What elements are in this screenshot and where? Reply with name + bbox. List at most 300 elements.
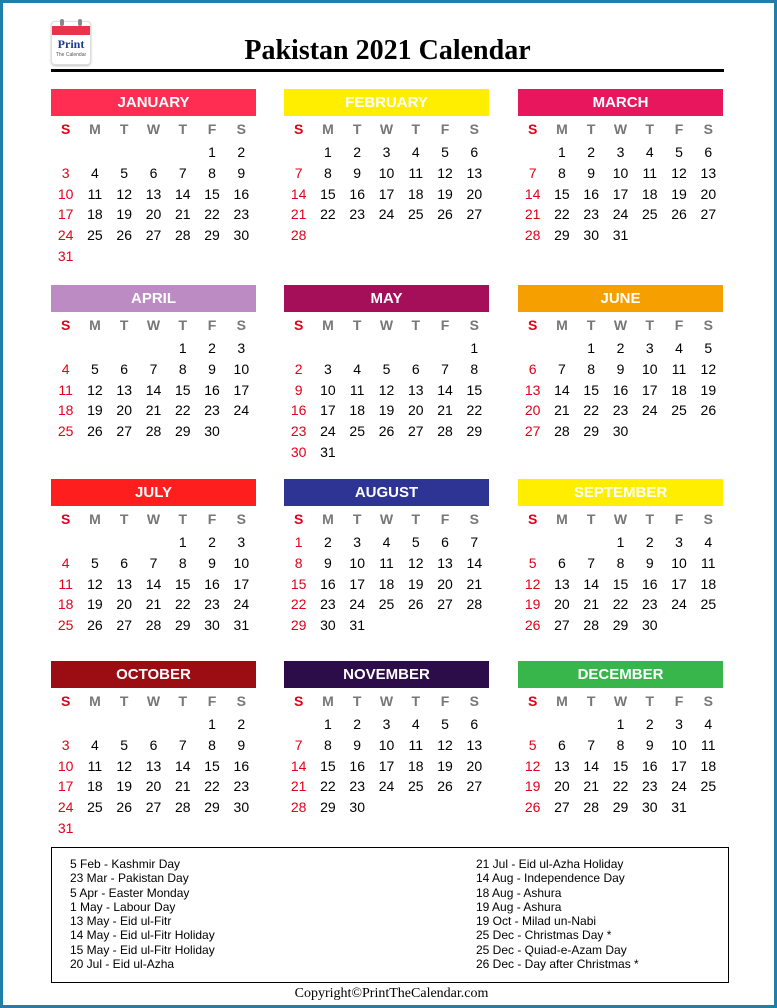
day-cell: 5	[704, 340, 713, 357]
day-cell: 20	[554, 778, 570, 795]
month-april	[51, 285, 256, 441]
weekday-label: S	[293, 693, 304, 709]
day-cell: 13	[700, 165, 717, 182]
week-row	[284, 615, 489, 636]
day-cell: 6	[470, 716, 479, 733]
holiday-item: 25 Dec - Quiad-e-Azam Day	[476, 942, 627, 957]
day-cell: 10	[57, 757, 74, 774]
week-row	[518, 553, 723, 574]
weekday-label: T	[352, 317, 362, 333]
day-cell: 26	[671, 206, 687, 223]
day-cell: 16	[641, 757, 658, 774]
day-cell: 19	[407, 575, 424, 592]
weekday-label: T	[119, 121, 129, 137]
day-cell: 7	[178, 165, 187, 182]
day-cell: 1	[616, 716, 625, 733]
day-cell: 17	[671, 575, 687, 592]
weekday-label: T	[411, 511, 421, 527]
day-cell: 24	[320, 423, 336, 440]
day-cell: 25	[87, 227, 103, 244]
day-cell: 10	[378, 737, 395, 754]
day-cell: 31	[233, 617, 250, 634]
holiday-item: 21 Jul - Eid ul-Azha Holiday	[476, 857, 624, 871]
copyright-text[interactable]: Copyright©PrintTheCalendar.com	[294, 986, 489, 1001]
month-header: APRIL	[51, 285, 256, 312]
day-cell: 31	[671, 799, 687, 816]
day-cell: 9	[237, 737, 246, 754]
day-cell: 13	[116, 381, 132, 398]
day-cell: 12	[87, 575, 103, 592]
weekday-label: T	[411, 693, 421, 709]
day-cell: 1	[558, 144, 566, 161]
weekday-label: T	[352, 693, 362, 709]
day-cell: 9	[645, 737, 654, 754]
weekday-label: T	[645, 511, 655, 527]
day-cell: 25	[700, 596, 717, 613]
day-cell: 10	[641, 361, 658, 378]
month-header: JUNE	[518, 285, 723, 312]
day-cell: 23	[641, 778, 658, 795]
week-row	[51, 359, 256, 380]
calendar-ring-icon	[78, 19, 82, 26]
day-cell: 11	[671, 361, 687, 378]
day-cell: 18	[407, 185, 424, 202]
day-cell: 26	[700, 402, 717, 419]
week-row	[51, 714, 256, 735]
weekday-label: T	[586, 317, 596, 333]
week-row	[51, 615, 256, 636]
day-cell: 18	[407, 757, 424, 774]
week-row	[284, 183, 489, 204]
day-cell: 1	[324, 716, 332, 733]
week-row	[284, 532, 489, 553]
day-cell: 14	[290, 757, 307, 774]
day-cell: 21	[437, 402, 453, 419]
week-row	[51, 338, 256, 359]
day-cell: 17	[641, 381, 658, 398]
week-row	[518, 359, 723, 380]
day-cell: 5	[91, 555, 99, 572]
day-cell: 14	[583, 575, 599, 592]
day-cell: 25	[407, 778, 424, 795]
day-cell: 30	[233, 799, 250, 816]
day-cell: 29	[612, 799, 629, 816]
day-cell: 16	[233, 185, 250, 202]
day-cell: 23	[349, 778, 365, 795]
month-january	[51, 89, 256, 266]
day-cell: 1	[470, 340, 479, 357]
day-cell: 22	[174, 402, 191, 419]
day-cell: 9	[294, 381, 303, 398]
day-cell: 27	[116, 423, 132, 440]
day-cell: 22	[320, 206, 336, 223]
day-cell: 18	[700, 575, 717, 592]
day-cell: 20	[116, 596, 132, 613]
day-cell: 1	[616, 534, 625, 551]
weekday-label: T	[645, 693, 655, 709]
day-cell: 15	[204, 185, 220, 202]
day-cell: 17	[57, 778, 74, 795]
day-cell: 20	[466, 757, 483, 774]
day-cell: 23	[290, 423, 307, 440]
weekday-label: T	[586, 693, 596, 709]
day-cell: 11	[701, 555, 716, 572]
week-row	[284, 204, 489, 225]
day-cell: 26	[116, 227, 132, 244]
day-cell: 28	[145, 423, 162, 440]
week-row	[284, 338, 489, 359]
day-cell: 18	[349, 402, 365, 419]
weekday-label: S	[293, 121, 304, 137]
weekday-label: S	[60, 693, 71, 709]
day-cell: 28	[437, 423, 453, 440]
weekday-label: M	[89, 511, 101, 527]
week-row	[284, 553, 489, 574]
holiday-item: 18 Aug - Ashura	[476, 885, 562, 900]
day-cell: 29	[174, 423, 191, 440]
day-cell: 19	[524, 778, 541, 795]
day-cell: 18	[700, 757, 717, 774]
day-cell: 31	[612, 227, 629, 244]
week-row	[284, 379, 489, 400]
week-row	[51, 204, 256, 225]
day-cell: 10	[57, 185, 74, 202]
weekday-label: S	[469, 511, 479, 527]
weekday-header-row	[284, 312, 489, 338]
holiday-item: 19 Aug - Ashura	[476, 899, 562, 914]
weekday-header-row	[518, 506, 723, 532]
day-cell: 8	[208, 165, 216, 182]
day-cell: 5	[91, 361, 99, 378]
weekday-label: T	[586, 511, 596, 527]
day-cell: 30	[641, 799, 658, 816]
day-cell: 19	[116, 206, 132, 223]
day-cell: 25	[57, 423, 74, 440]
day-cell: 2	[208, 340, 216, 357]
day-cell: 26	[407, 596, 424, 613]
day-cell: 29	[554, 227, 570, 244]
day-cell: 6	[558, 737, 566, 754]
day-cell: 30	[290, 443, 307, 460]
day-cell: 23	[641, 596, 658, 613]
week-row	[518, 421, 723, 442]
weekday-label: S	[236, 511, 246, 527]
day-cell: 26	[378, 423, 395, 440]
day-cell: 23	[233, 778, 250, 795]
weekday-label: W	[146, 317, 161, 333]
day-cell: 3	[645, 340, 654, 357]
day-cell: 16	[612, 381, 629, 398]
week-row	[51, 163, 256, 184]
month-header: AUGUST	[284, 479, 489, 506]
weekday-label: S	[293, 511, 304, 527]
month-may	[284, 285, 489, 462]
day-cell: 10	[233, 361, 250, 378]
weekday-label: F	[440, 121, 450, 137]
day-cell: 21	[290, 778, 307, 795]
weekday-label: T	[119, 317, 129, 333]
weekday-header-row	[284, 116, 489, 142]
day-cell: 3	[382, 144, 391, 161]
day-cell: 23	[204, 596, 220, 613]
day-cell: 25	[700, 778, 717, 795]
day-cell: 7	[528, 165, 537, 182]
day-cell: 25	[671, 402, 687, 419]
week-row	[518, 594, 723, 615]
holiday-item: 5 Feb - Kashmir Day	[70, 857, 181, 871]
day-cell: 15	[554, 185, 570, 202]
day-cell: 22	[466, 402, 483, 419]
day-cell: 12	[116, 757, 132, 774]
day-cell: 2	[645, 716, 654, 733]
day-cell: 10	[612, 165, 629, 182]
day-cell: 18	[87, 206, 103, 223]
day-cell: 20	[554, 596, 570, 613]
day-cell: 25	[57, 617, 74, 634]
day-cell: 11	[408, 737, 424, 754]
day-cell: 24	[671, 596, 687, 613]
day-cell: 6	[441, 534, 449, 551]
day-cell: 12	[437, 737, 453, 754]
day-cell: 11	[349, 381, 365, 398]
day-cell: 13	[524, 381, 541, 398]
weekday-label: T	[119, 511, 129, 527]
day-cell: 17	[233, 381, 250, 398]
holiday-item: 15 May - Eid ul-Fitr Holiday	[70, 942, 215, 957]
day-cell: 2	[208, 534, 216, 551]
day-cell: 6	[120, 555, 129, 572]
day-cell: 22	[290, 596, 307, 613]
weekday-label: F	[207, 693, 217, 709]
day-cell: 6	[528, 361, 537, 378]
day-cell: 26	[437, 206, 453, 223]
day-cell: 5	[411, 534, 420, 551]
week-row	[284, 359, 489, 380]
weekday-label: T	[586, 121, 596, 137]
day-cell: 17	[671, 757, 687, 774]
day-cell: 5	[441, 144, 449, 161]
day-cell: 14	[524, 185, 541, 202]
day-cell: 29	[612, 617, 629, 634]
month-september	[518, 479, 723, 635]
holiday-item: 25 Dec - Christmas Day *	[476, 928, 612, 943]
day-cell: 31	[57, 819, 74, 836]
day-cell: 6	[470, 144, 479, 161]
month-header: JANUARY	[51, 89, 256, 116]
day-cell: 7	[149, 361, 158, 378]
month-header: DECEMBER	[518, 661, 723, 688]
day-cell: 30	[233, 227, 250, 244]
weekday-label: W	[613, 317, 628, 333]
weekday-header-row	[51, 688, 256, 714]
day-cell: 20	[145, 778, 162, 795]
weekday-label: T	[411, 121, 421, 137]
weekday-label: T	[178, 511, 188, 527]
day-cell: 14	[554, 381, 570, 398]
weekday-label: S	[703, 511, 713, 527]
week-row	[51, 776, 256, 797]
day-cell: 7	[558, 361, 566, 378]
day-cell: 4	[411, 716, 420, 733]
day-cell: 17	[612, 185, 629, 202]
weekday-label: T	[119, 693, 129, 709]
day-cell: 20	[524, 402, 541, 419]
day-cell: 5	[528, 737, 537, 754]
week-row	[518, 204, 723, 225]
weekday-label: M	[89, 693, 101, 709]
day-cell: 17	[378, 757, 395, 774]
day-cell: 24	[671, 778, 687, 795]
week-row	[51, 421, 256, 442]
week-row	[51, 400, 256, 421]
month-march	[518, 89, 723, 245]
day-cell: 20	[700, 185, 717, 202]
day-cell: 12	[437, 165, 453, 182]
week-row	[518, 142, 723, 163]
day-cell: 18	[57, 402, 74, 419]
day-cell: 30	[204, 423, 220, 440]
day-cell: 6	[704, 144, 713, 161]
week-row	[51, 755, 256, 776]
day-cell: 19	[87, 596, 103, 613]
weekday-header-row	[518, 312, 723, 338]
day-cell: 2	[324, 534, 332, 551]
holiday-item: 14 Aug - Independence Day	[476, 871, 625, 886]
day-cell: 10	[378, 165, 395, 182]
day-cell: 12	[524, 575, 541, 592]
day-cell: 7	[178, 737, 187, 754]
day-cell: 23	[233, 206, 250, 223]
weekday-label: W	[613, 121, 628, 137]
weekday-label: W	[146, 693, 161, 709]
day-cell: 21	[145, 402, 162, 419]
day-cell: 2	[237, 144, 246, 161]
weekday-label: F	[207, 121, 217, 137]
day-cell: 3	[237, 534, 246, 551]
weekday-label: W	[379, 693, 394, 709]
weekday-label: S	[60, 317, 71, 333]
day-cell: 19	[437, 185, 453, 202]
weekday-label: F	[674, 317, 684, 333]
day-cell: 15	[612, 757, 629, 774]
day-cell: 26	[524, 799, 541, 816]
day-cell: 20	[466, 185, 483, 202]
holiday-item: 14 May - Eid ul-Fitr Holiday	[70, 928, 215, 943]
day-cell: 4	[91, 737, 99, 754]
week-row	[284, 421, 489, 442]
day-cell: 28	[554, 423, 570, 440]
day-cell: 7	[587, 737, 596, 754]
day-cell: 10	[671, 737, 687, 754]
month-header: MARCH	[518, 89, 723, 116]
day-cell: 30	[612, 423, 629, 440]
day-cell: 21	[174, 206, 191, 223]
page-title: Pakistan 2021 Calendar	[244, 35, 531, 66]
day-cell: 26	[87, 423, 103, 440]
weekday-header-row	[51, 116, 256, 142]
weekday-label: W	[613, 693, 628, 709]
month-header: NOVEMBER	[284, 661, 489, 688]
day-cell: 2	[353, 716, 362, 733]
weekday-header-row	[51, 312, 256, 338]
weekday-label: W	[379, 511, 394, 527]
day-cell: 24	[233, 402, 250, 419]
weekday-label: T	[178, 693, 188, 709]
day-cell: 2	[587, 144, 596, 161]
day-cell: 21	[145, 596, 162, 613]
day-cell: 26	[116, 799, 132, 816]
month-july	[51, 479, 256, 635]
weekday-label: W	[379, 121, 394, 137]
day-cell: 14	[174, 185, 191, 202]
day-cell: 31	[57, 247, 74, 264]
month-header: OCTOBER	[51, 661, 256, 688]
day-cell: 17	[320, 402, 336, 419]
day-cell: 28	[466, 596, 483, 613]
day-cell: 4	[675, 340, 683, 357]
day-cell: 3	[616, 144, 625, 161]
weekday-header-row	[518, 116, 723, 142]
day-cell: 11	[642, 165, 658, 182]
week-row	[284, 573, 489, 594]
day-cell: 8	[178, 361, 187, 378]
day-cell: 20	[437, 575, 453, 592]
day-cell: 29	[290, 617, 307, 634]
weekday-label: S	[293, 317, 304, 333]
day-cell: 29	[320, 799, 336, 816]
day-cell: 6	[120, 361, 129, 378]
weekday-label: M	[556, 121, 568, 137]
weekday-header-row	[284, 688, 489, 714]
day-cell: 17	[233, 575, 250, 592]
day-cell: 30	[583, 227, 599, 244]
day-cell: 12	[87, 381, 103, 398]
day-cell: 17	[378, 185, 395, 202]
weekday-label: S	[60, 511, 71, 527]
day-cell: 2	[353, 144, 362, 161]
day-cell: 1	[208, 716, 216, 733]
day-cell: 12	[524, 757, 541, 774]
day-cell: 18	[378, 575, 395, 592]
day-cell: 2	[294, 361, 303, 378]
day-cell: 6	[149, 165, 158, 182]
day-cell: 23	[612, 402, 629, 419]
weekday-label: S	[469, 317, 479, 333]
day-cell: 24	[641, 402, 658, 419]
day-cell: 11	[701, 737, 716, 754]
day-cell: 4	[61, 361, 70, 378]
day-cell: 6	[149, 737, 158, 754]
day-cell: 27	[554, 617, 570, 634]
week-row	[284, 163, 489, 184]
day-cell: 10	[320, 381, 336, 398]
weekday-label: M	[556, 693, 568, 709]
day-cell: 25	[349, 423, 365, 440]
day-cell: 13	[407, 381, 424, 398]
day-cell: 4	[645, 144, 654, 161]
day-cell: 14	[583, 757, 599, 774]
day-cell: 8	[616, 555, 625, 572]
day-cell: 17	[57, 206, 74, 223]
day-cell: 11	[379, 555, 394, 572]
day-cell: 4	[411, 144, 420, 161]
weekday-label: F	[207, 511, 217, 527]
day-cell: 25	[641, 206, 658, 223]
week-row	[518, 735, 723, 756]
weekday-label: W	[146, 511, 161, 527]
day-cell: 19	[116, 778, 132, 795]
day-cell: 14	[290, 185, 307, 202]
